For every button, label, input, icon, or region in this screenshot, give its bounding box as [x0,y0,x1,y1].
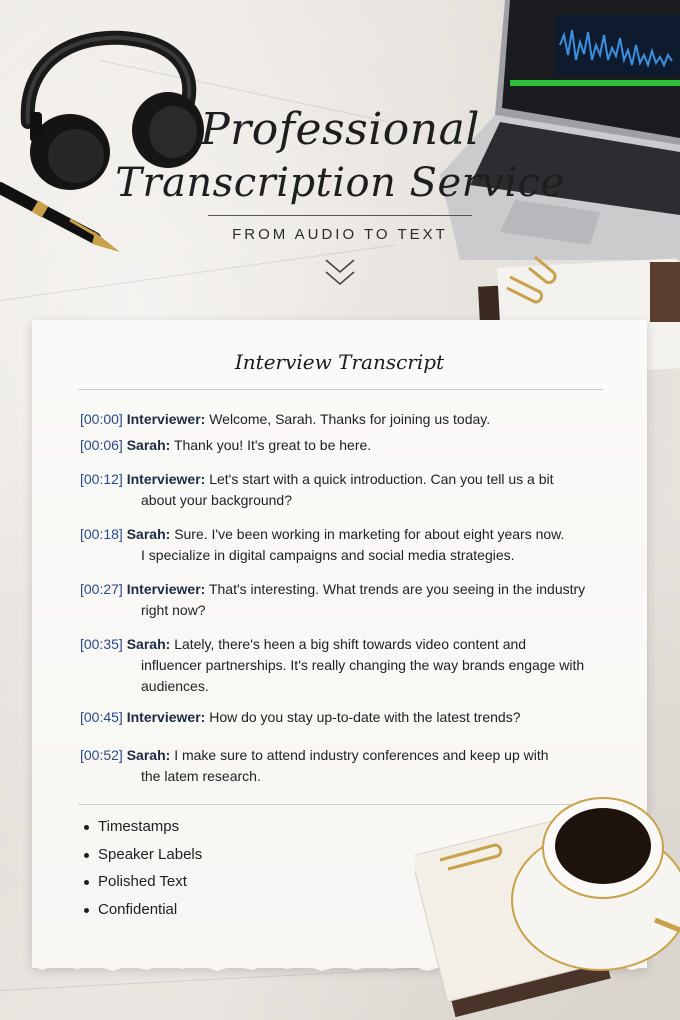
entry-text: Sure. I've been working in marketing for about eight years now. [174,526,565,542]
speaker-label: Sarah: [126,526,171,542]
speaker-label: Interviewer: [126,471,206,487]
timestamp: [00:45] [80,709,123,725]
speaker-label: Sarah: [126,636,171,652]
title-divider [208,215,472,216]
timestamp: [00:35] [80,636,123,652]
coffee-cup-icon [415,790,680,1020]
speaker-label: Interviewer: [126,709,206,725]
chevron-down-icon [322,256,358,292]
entry-text: Let's start with a quick introduction. Can you tell us a bit [209,471,554,487]
transcript-entry [80,469,610,511]
transcript-entry [80,579,610,621]
timestamp: [00:12] [80,471,123,487]
entry-text: the latem research. [141,768,261,784]
transcript-entry [80,745,610,787]
entry-text: audiences. [141,678,209,694]
hero-title-line1: Professional [200,104,480,155]
entry-text: influencer partnerships. It's really changing the way brands engage with [141,657,585,673]
timestamp: [00:52] [80,747,123,763]
feature-list [84,817,202,927]
hero-subtitle: FROM AUDIO TO TEXT [232,226,448,243]
entry-text: right now? [141,602,206,618]
hero-title-line2: Transcription Service [115,160,565,206]
entry-text: Thank you! It's great to be here. [173,437,372,453]
timestamp: [00:06] [80,437,123,453]
heading-divider [78,389,603,390]
transcript-entry [80,634,610,697]
entry-text: I specialize in digital campaigns and social media strategies. [141,547,515,563]
entry-text: Welcome, Sarah. Thanks for joining us today. [209,411,491,427]
transcript-entry [80,524,610,566]
transcript-entry [80,707,610,728]
feature-item: Confidential [84,900,202,928]
entry-text: That's interesting. What trends are you seeing in the industry [208,581,586,597]
speaker-label: Interviewer: [126,581,206,597]
entry-text: Lately, there's heen a big shift towards video content and [174,636,527,652]
timestamp: [00:00] [80,411,123,427]
entry-text: How do you stay up-to-date with the latest trends? [209,709,521,725]
speaker-label: Sarah: [126,747,171,763]
speaker-label: Interviewer: [126,411,206,427]
feature-item: Timestamps [84,817,202,845]
transcript-heading: Interview Transcript [234,350,445,374]
feature-item: Polished Text [84,872,202,900]
transcript-entry [80,409,610,430]
transcript-entry [80,435,610,456]
feature-item: Speaker Labels [84,845,202,873]
timestamp: [00:18] [80,526,123,542]
entry-text: I make sure to attend industry conferences and keep up with [174,747,549,763]
timestamp: [00:27] [80,581,123,597]
entry-text: about your background? [141,492,292,508]
speaker-label: Sarah: [126,437,171,453]
